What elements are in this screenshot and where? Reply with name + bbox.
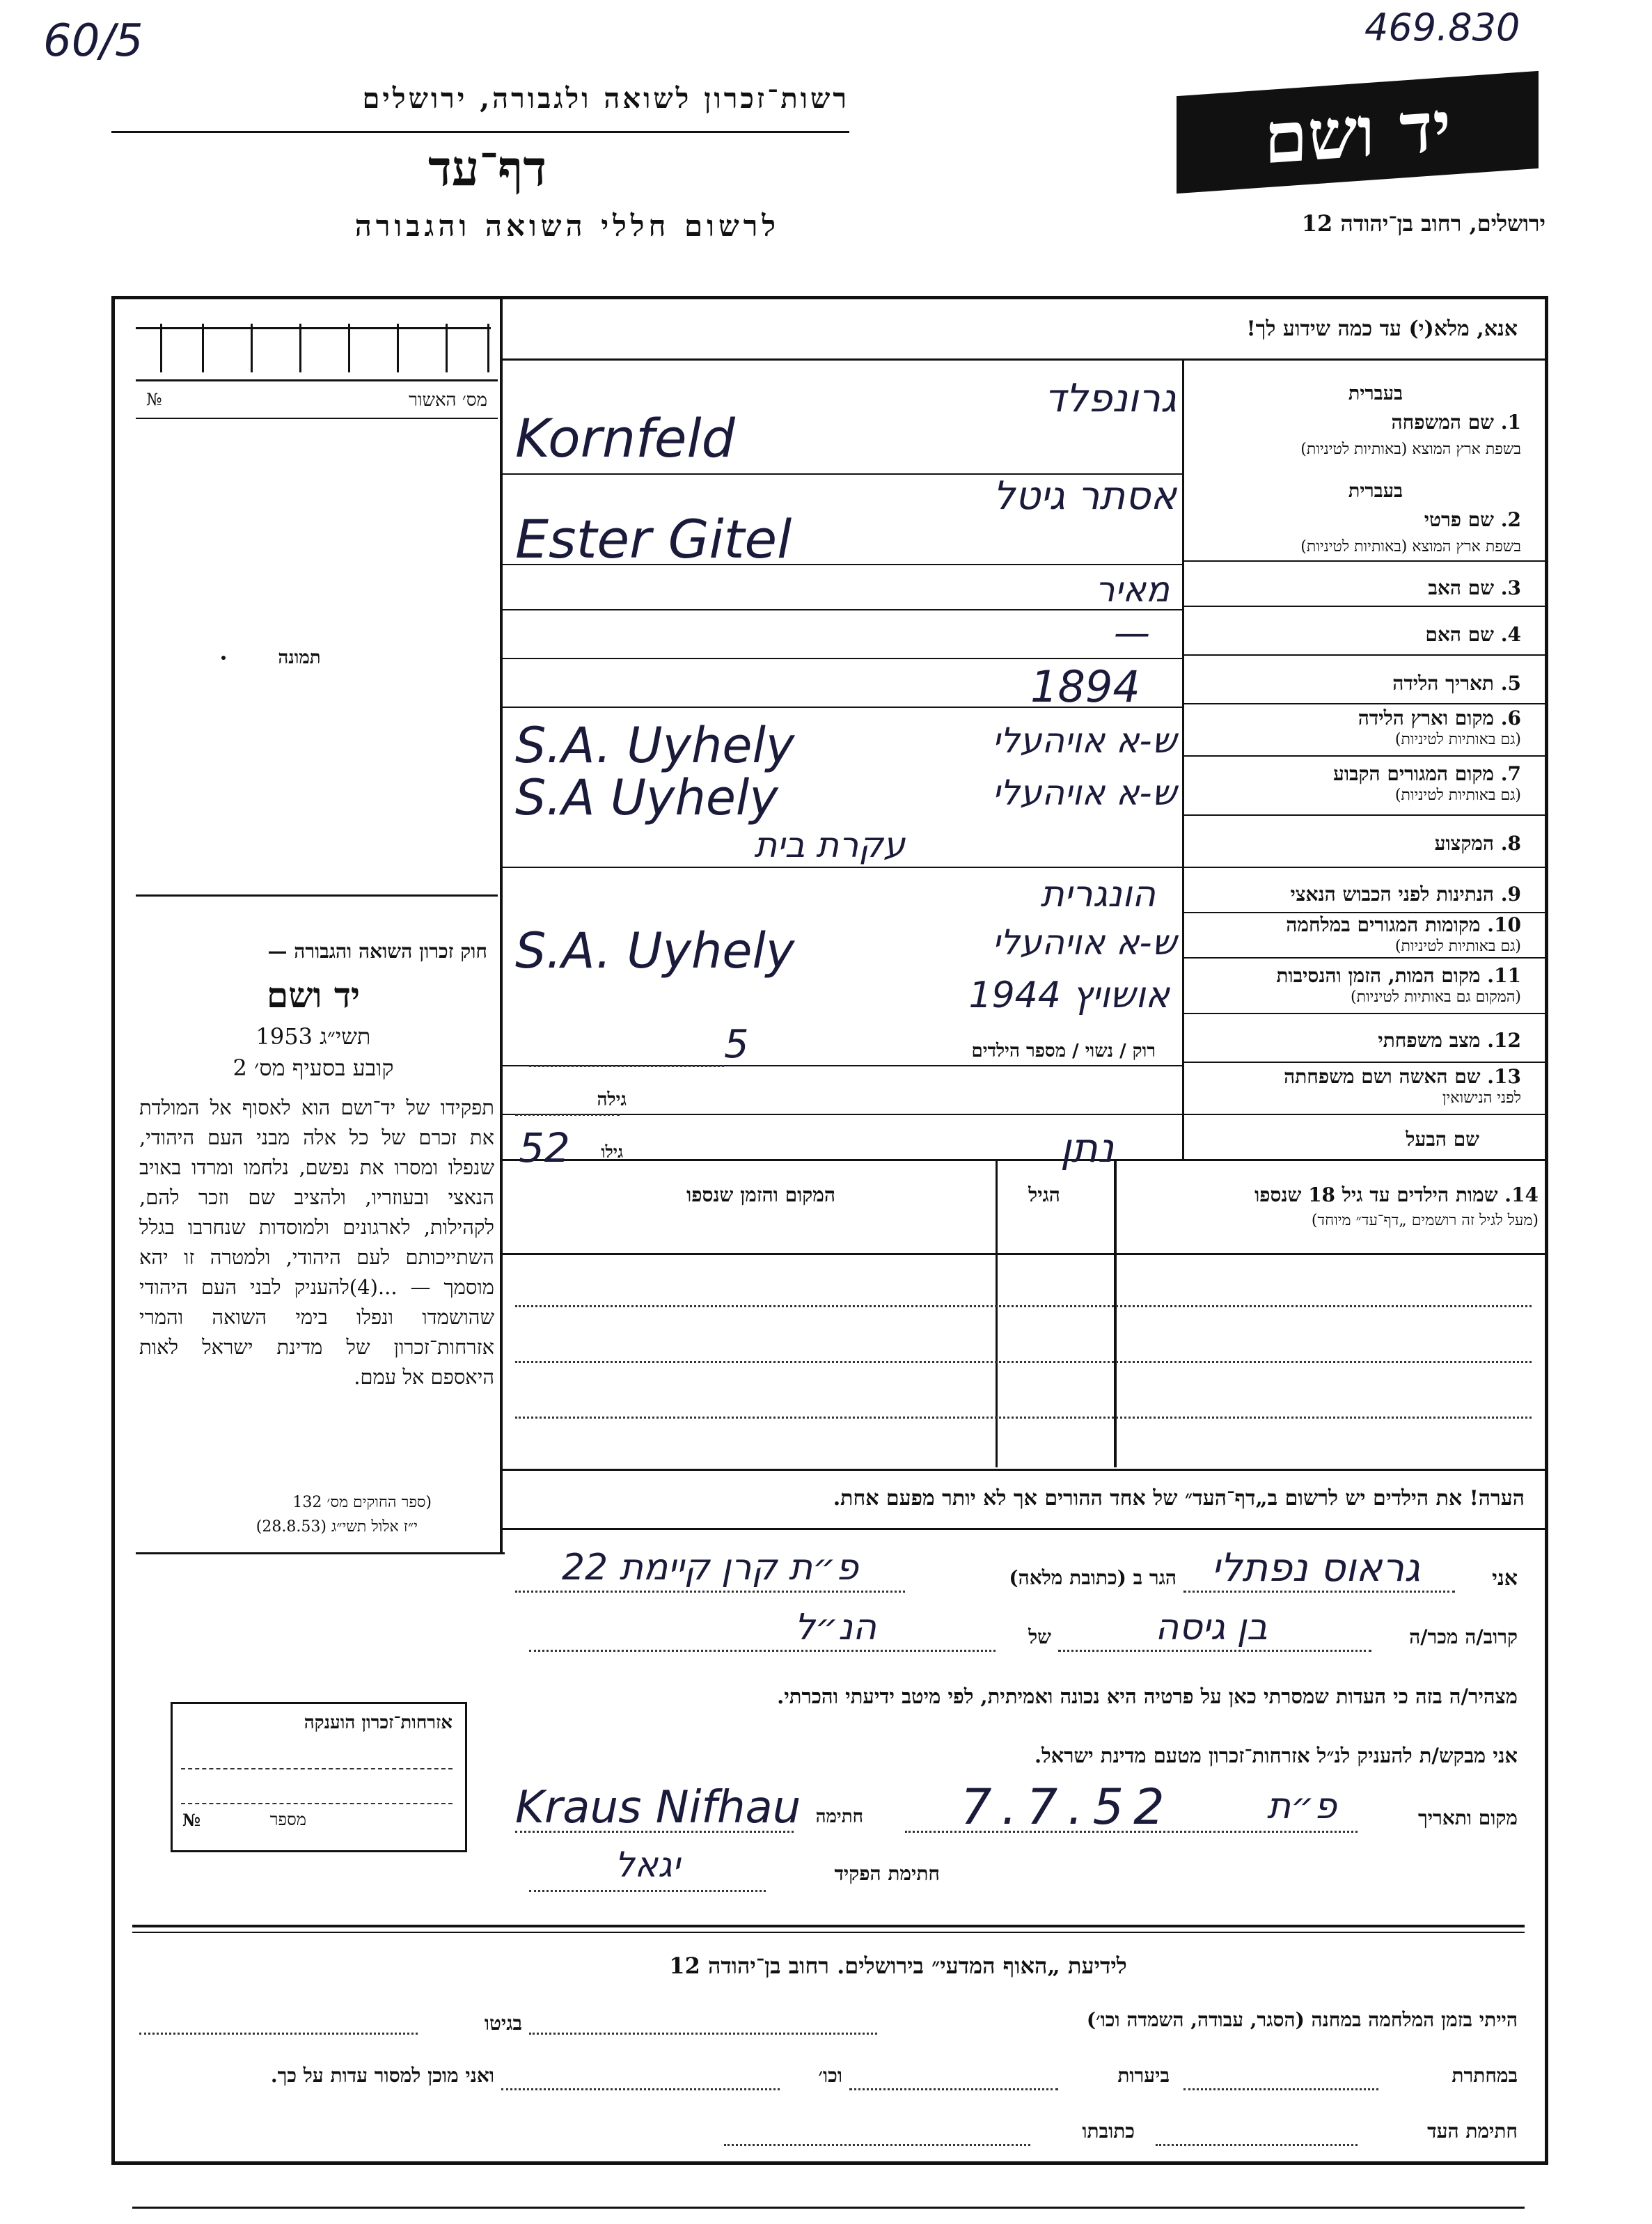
place-date-label: מקום ותאריך <box>1417 1806 1518 1829</box>
of-name: הנ״ל <box>794 1607 876 1648</box>
footer-line3-b: כתובתו <box>1082 2120 1135 2143</box>
official-signature: יגאל <box>615 1845 680 1885</box>
birth-date: 1894 <box>1030 661 1140 712</box>
field-11-num: 11. <box>1487 964 1521 987</box>
citizenship-no-sign: № <box>182 1810 201 1830</box>
signature-value: Kraus Nifhau <box>515 1782 801 1833</box>
approval-no: № <box>146 390 162 409</box>
residence-latin: S.A Uyhely <box>515 769 778 826</box>
field-7-label: מקום המגורים הקבוע <box>1333 762 1495 785</box>
declaration-text: מצהיר/ה בזה כי העדות שמסרתי כאן על פרטיה היא נכונה ואמיתית, לפי מיטב ידיעתי והכרתי. <box>777 1685 1518 1708</box>
field-3-label: שם האב <box>1428 576 1495 599</box>
approval-label: מס׳ האשור <box>409 390 487 411</box>
field-11-sub: (המקום גם באותיות לטיניות) <box>1351 988 1521 1006</box>
field-4 <box>1187 623 1521 647</box>
footer-line2-end: ואני מוכן למסור עדות על כך. <box>270 2064 494 2087</box>
footer-line3-a: חתימת העד <box>1427 2120 1518 2143</box>
field-3-num: 3. <box>1500 576 1521 599</box>
field-1-sub: בשפת ארץ המוצא (באותיות לטיניות) <box>1300 441 1521 458</box>
field-8 <box>1187 832 1521 855</box>
declarant-name: גראוס נפתלי <box>1211 1545 1421 1591</box>
field-9-num: 9. <box>1500 883 1521 906</box>
residence: ש-א אויהעלי <box>992 773 1177 813</box>
of-label: של <box>1028 1625 1051 1648</box>
field-12-label: מצב משפחתי <box>1378 1029 1481 1052</box>
wartime-place-latin: S.A. Uyhely <box>515 922 795 979</box>
field-8-label: המקצוע <box>1434 832 1495 855</box>
field-13 <box>1187 1065 1521 1107</box>
form-title: דף־עד <box>427 139 546 197</box>
field-9-label: הנתינות לפני הכבוש הנאצי <box>1290 883 1495 906</box>
nationality: הונגרית <box>1040 874 1156 915</box>
footer-line2-c: וכו׳ <box>818 2064 842 2087</box>
field-8-num: 8. <box>1500 832 1521 855</box>
death-info: אושויץ 1944 <box>968 975 1170 1016</box>
date-value: 7.7.52 <box>961 1779 1174 1836</box>
field-1-tag: בעברית <box>1348 383 1403 404</box>
field-12-num: 12. <box>1487 1029 1521 1052</box>
children-label: שמות הילדים עד גיל 18 שנספו <box>1254 1183 1498 1206</box>
birth-place-latin: S.A. Uyhely <box>515 717 795 774</box>
field-husband: שם הבעל <box>1406 1128 1479 1151</box>
relation-value: בן גיסה <box>1155 1607 1268 1648</box>
footer-line1-start: הייתי בזמן המלחמה במחנה (הסגר, עבודה, השמדה וכו׳) <box>1086 2008 1518 2031</box>
surname-latin: Kornfeld <box>515 407 735 469</box>
law-title: חוק זכרון השואה והגבורה — <box>267 940 487 963</box>
address-header: ירושלים, רחוב בן־יהודה 12 <box>1301 210 1545 237</box>
doc-number: 469.830 <box>1364 6 1520 49</box>
field-2-num: 2. <box>1500 508 1521 531</box>
field-4-label: שם האם <box>1425 623 1495 646</box>
official-label: חתימת הפקיד <box>834 1862 940 1885</box>
place-value: פ״ת <box>1266 1785 1337 1827</box>
intro-text: אנא, מלא(י) עד כמה שידוע לך! <box>1246 317 1518 341</box>
law-name: יד ושם <box>267 975 360 1016</box>
firstname-latin: Ester Gitel <box>515 508 792 570</box>
tally-boxes <box>139 313 494 376</box>
field-9 <box>1187 883 1521 906</box>
declarant-resides-label: הגר ב (כתובת מלאה) <box>1009 1566 1177 1589</box>
field-4-num: 4. <box>1500 623 1521 646</box>
children-header-rule <box>501 1253 1545 1255</box>
birth-place: ש-א אויהעלי <box>992 720 1177 761</box>
field-6 <box>1187 707 1521 748</box>
children-header <box>1121 1183 1539 1229</box>
field-7-num: 7. <box>1500 762 1521 785</box>
relation-label: קרוב/ה מכר/ה <box>1409 1625 1518 1648</box>
request-text: אני מבקש/ת להעניק לנ״ל אזרחות־זכרון מטעם מדינת ישראל. <box>1035 1744 1518 1767</box>
field-10-label: מקומות המגורים במלחמה <box>1286 913 1481 936</box>
field-6-label: מקום וארץ הלידה <box>1358 707 1495 729</box>
field-5 <box>1187 672 1521 695</box>
field-13-sub: לפני הנישואין <box>1442 1089 1521 1107</box>
declarant-address: פ״ת קרן קיימת 22 <box>562 1547 858 1588</box>
marital-options: רוק / נשוי / מספר הילדים <box>971 1041 1156 1062</box>
field-5-label: תאריך הלידה <box>1392 672 1495 695</box>
note-text: הערה! את הילדים יש לרשום ב„דף־העד״ של אחד ההורים אך לא יותר מפעם אחת. <box>833 1486 1525 1511</box>
law-text: תפקידו של יד־ושם הוא לאסוף אל המולדת את זכרם של כל אלה מבני העם היהודי, שנפלו ומסרו את נפשם, נלחמו ומרדו באויב הנאצי ובעוזריו, ולהציב שם וזכר להם, לקהילות, לארגונים ולמוסדות שנחרבו בגלל השתייכותם לעם היהודי, ולמטרה זו יהא מוסמך — ...(4)להעניק לבני העם היהודי שהושמדו ונפלו בימי השואה והמרי אזרחות־זכרון של מדינת ישראל לאות היאספם אל עמם. <box>139 1096 494 1389</box>
field-2-tag: בעברית <box>1348 480 1403 502</box>
children-sub: (מעל לגיל זה רושמים „דף־עד״ מיוחד) <box>1311 1212 1539 1229</box>
children-col-age: הגיל <box>1028 1183 1060 1206</box>
citizenship-number-label: מספר <box>269 1810 306 1829</box>
authority-name: רשות־זכרון לשואה ולגבורה, ירושלים <box>362 82 849 115</box>
children-col-place: המקום והזמן שנספו <box>686 1183 835 1206</box>
field-10-num: 10. <box>1487 913 1521 936</box>
father-name: מאיר <box>1095 569 1170 610</box>
signature-label: חתימה <box>815 1806 863 1827</box>
field-1-label: שם המשפחה <box>1391 411 1495 434</box>
age-label-husband: גילו <box>601 1142 623 1162</box>
field-2-label: שם פרטי <box>1424 508 1495 531</box>
law-clause: קובע בסעיף מס׳ 2 <box>233 1055 394 1081</box>
footer-line1-end: בגיטו <box>484 2012 522 2035</box>
field-7-sub: (גם באותיות לטיניות) <box>1394 787 1521 804</box>
declarant-i-label: אני <box>1492 1566 1518 1591</box>
husband-age: 52 <box>519 1124 570 1172</box>
field-10 <box>1187 913 1521 955</box>
form-subtitle: לרשום חללי השואה והגבורה <box>354 209 780 243</box>
mother-name: — <box>1114 613 1150 654</box>
field-1-num: 1. <box>1500 411 1521 434</box>
children-num: 14. <box>1504 1183 1539 1206</box>
law-year: תשי״ג 1953 <box>255 1023 371 1050</box>
field-3 <box>1187 576 1521 600</box>
age-label-wife: גילה <box>597 1089 627 1110</box>
field-6-num: 6. <box>1500 707 1521 729</box>
law-source-2: י״ז אלול תשי״ג (28.8.53) <box>255 1518 418 1536</box>
field-13-label: שם האשה ושם משפחתה <box>1284 1065 1481 1088</box>
photo-label: תמונה <box>278 647 321 668</box>
surname-hebrew: גרונפלד <box>1044 376 1177 421</box>
file-mark: 60/5 <box>43 15 143 67</box>
wartime-place: ש-א אויהעלי <box>992 922 1177 963</box>
field-13-num: 13. <box>1487 1065 1521 1088</box>
profession: עקרת בית <box>754 825 905 865</box>
yad-vashem-logo: יד ושם <box>1177 71 1539 194</box>
citizenship-title: אזרחות־זכרון הוענקה <box>304 1712 453 1733</box>
firstname-hebrew: אסתר גיטל <box>993 473 1177 519</box>
footer-line2-b: ביערות <box>1117 2064 1170 2087</box>
field-11-label: מקום המות, הזמן והנסיבות <box>1276 964 1481 987</box>
field-12 <box>1187 1029 1521 1052</box>
footer-title: לידיעת „האוף המדעי״ בירושלים. רחוב בן־יהודה 12 <box>669 1953 1127 1979</box>
field-2-sub: בשפת ארץ המוצא (באותיות לטיניות) <box>1300 538 1521 555</box>
law-source-1: (ספר החוקים מס׳ 132 <box>292 1494 432 1511</box>
husband-name: נתן <box>1060 1124 1114 1172</box>
field-11 <box>1187 964 1521 1006</box>
children-count: 5 <box>724 1022 749 1067</box>
field-5-num: 5. <box>1500 672 1521 695</box>
field-7 <box>1187 762 1521 804</box>
field-10-sub: (גם באותיות לטיניות) <box>1394 938 1521 955</box>
photo-dot <box>221 656 226 660</box>
footer-line2-a: במחתרת <box>1452 2064 1518 2087</box>
field-6-sub: (גם באותיות לטיניות) <box>1394 731 1521 748</box>
